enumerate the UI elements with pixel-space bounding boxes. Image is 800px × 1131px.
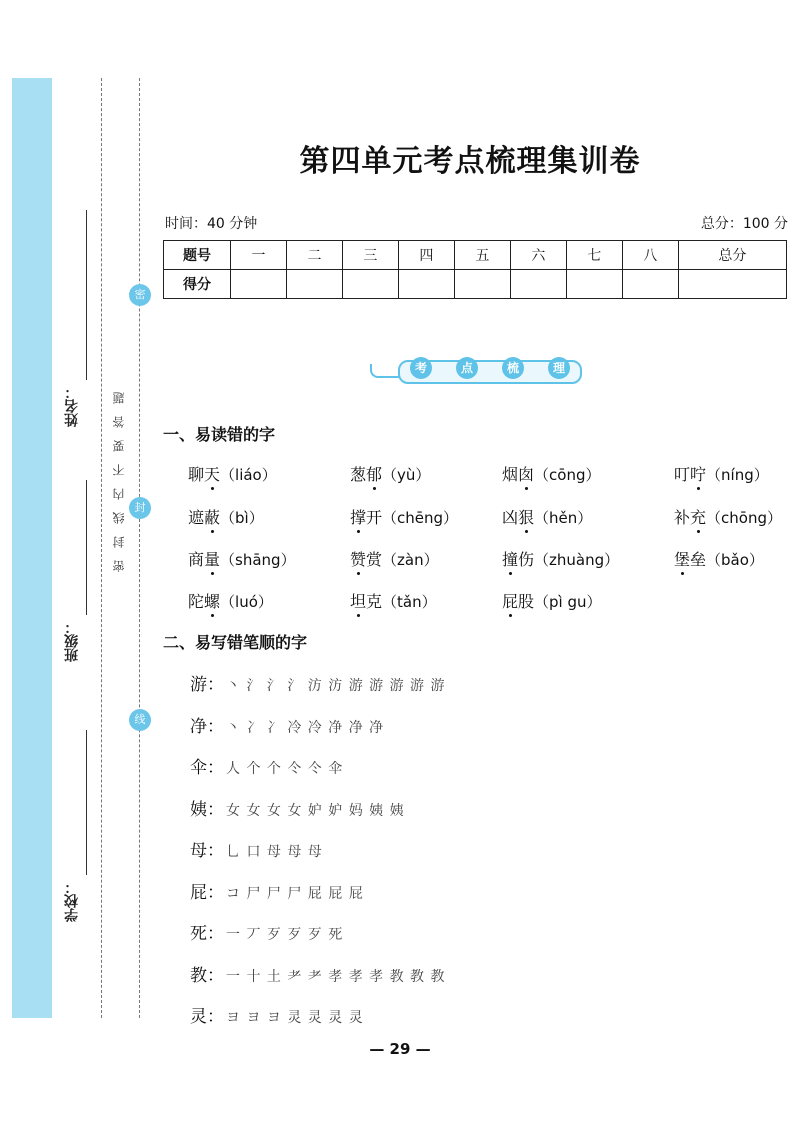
badge-char: 梳 bbox=[502, 357, 524, 379]
stroke-order-row bbox=[190, 878, 364, 903]
word-post: 垒 bbox=[690, 550, 707, 569]
row-label: 得分 bbox=[164, 270, 231, 299]
word-pre: 遮 bbox=[188, 508, 205, 527]
score-cell[interactable] bbox=[566, 270, 622, 299]
word-dotted-char: 郁 bbox=[366, 462, 382, 485]
col-5: 五 bbox=[454, 241, 510, 270]
score-cell[interactable] bbox=[398, 270, 454, 299]
word-item bbox=[188, 462, 277, 485]
word-pre: 补 bbox=[674, 508, 691, 527]
score-cell[interactable] bbox=[678, 270, 786, 299]
col-1: 一 bbox=[231, 241, 287, 270]
word-pinyin: （bì） bbox=[220, 509, 264, 527]
word-pinyin: （hěn） bbox=[534, 509, 593, 527]
word-pinyin: （zhuàng） bbox=[534, 551, 620, 569]
word-dotted-char: 狠 bbox=[518, 505, 534, 528]
word-post: 克 bbox=[366, 592, 383, 611]
stroke-sequence: ヨ ヨ ヨ 灵 灵 灵 灵 bbox=[226, 1010, 364, 1026]
stroke-char: 姨： bbox=[190, 799, 224, 820]
col-total: 总分 bbox=[678, 241, 786, 270]
class-label: 班级： bbox=[64, 620, 80, 662]
stroke-sequence: 一 十 土 耂 耂 孝 孝 孝 教 教 教 bbox=[226, 968, 446, 985]
word-post: 股 bbox=[518, 592, 535, 611]
word-dotted-char: 撞 bbox=[502, 547, 518, 570]
score-table-header-row bbox=[164, 241, 787, 270]
word-pre: 叮 bbox=[674, 465, 691, 484]
col-8: 八 bbox=[622, 241, 678, 270]
word-item bbox=[350, 547, 439, 570]
word-item bbox=[502, 589, 602, 612]
stroke-sequence: 乚 口 母 母 母 bbox=[226, 844, 323, 860]
word-post: 赏 bbox=[366, 550, 383, 569]
word-dotted-char: 蔽 bbox=[204, 505, 220, 528]
score-cell[interactable] bbox=[342, 270, 398, 299]
word-pinyin: （cōng） bbox=[534, 466, 601, 484]
seal-xian: 线 bbox=[129, 709, 151, 731]
score-cell[interactable] bbox=[286, 270, 342, 299]
stroke-sequence: 一 丆 歹 歹 歹 死 bbox=[226, 927, 344, 943]
word-item bbox=[188, 505, 264, 528]
word-item bbox=[350, 589, 437, 612]
col-6: 六 bbox=[510, 241, 566, 270]
score-cell[interactable] bbox=[510, 270, 566, 299]
stroke-char: 屁： bbox=[190, 882, 224, 903]
word-pre: 陀 bbox=[188, 592, 205, 611]
word-item bbox=[674, 462, 769, 485]
word-pre: 商 bbox=[188, 550, 205, 569]
page-title: 第四单元考点梳理集训卷 bbox=[299, 144, 641, 179]
word-post: 开 bbox=[366, 508, 383, 527]
stroke-char: 母： bbox=[190, 841, 224, 861]
word-item bbox=[502, 505, 592, 528]
word-post: 伤 bbox=[518, 550, 535, 569]
word-dotted-char: 量 bbox=[204, 547, 220, 570]
word-pinyin: （níng） bbox=[706, 466, 769, 484]
word-dotted-char: 螺 bbox=[204, 589, 220, 612]
stroke-char: 伞： bbox=[190, 758, 224, 778]
word-item bbox=[188, 547, 296, 570]
word-dotted-char: 堡 bbox=[674, 547, 690, 570]
stroke-sequence: 丶 冫 冫 冷 冷 净 净 净 bbox=[226, 719, 385, 736]
score-table bbox=[163, 240, 787, 299]
stroke-order-row bbox=[190, 795, 405, 820]
stroke-sequence: 女 女 女 女 妒 妒 妈 姨 姨 bbox=[226, 802, 405, 819]
badge-char: 考 bbox=[410, 357, 432, 379]
dashed-cut-line-outer bbox=[101, 78, 102, 1018]
page-number: — 29 — bbox=[369, 1040, 431, 1058]
stroke-char: 死： bbox=[190, 924, 224, 944]
word-item bbox=[674, 505, 782, 528]
class-line bbox=[86, 480, 87, 615]
word-pinyin: （yù） bbox=[382, 466, 431, 484]
word-pinyin: （bǎo） bbox=[706, 551, 764, 569]
word-pinyin: （liáo） bbox=[220, 466, 277, 484]
badge-char: 理 bbox=[548, 357, 570, 379]
word-pinyin: （zàn） bbox=[382, 551, 439, 569]
binding-strip bbox=[12, 78, 52, 1018]
stroke-order-row bbox=[190, 961, 446, 986]
name-label: 姓名： bbox=[64, 385, 80, 427]
seal-mi: 密 bbox=[129, 284, 151, 306]
word-pinyin: （shāng） bbox=[220, 551, 296, 569]
col-3: 三 bbox=[342, 241, 398, 270]
word-pinyin: （pì gu） bbox=[534, 593, 602, 611]
seal-feng: 封 bbox=[129, 497, 151, 519]
school-label: 学校： bbox=[64, 880, 80, 922]
stroke-order-row bbox=[190, 1002, 364, 1027]
stroke-char: 游： bbox=[190, 675, 224, 695]
col-7: 七 bbox=[566, 241, 622, 270]
score-cell[interactable] bbox=[231, 270, 287, 299]
word-dotted-char: 撑 bbox=[350, 505, 366, 528]
stroke-order-row bbox=[190, 753, 343, 778]
word-dotted-char: 赞 bbox=[350, 547, 366, 570]
stroke-order-row bbox=[190, 919, 343, 944]
word-pinyin: （chōng） bbox=[706, 509, 782, 527]
score-cell[interactable] bbox=[454, 270, 510, 299]
stroke-sequence: 人 个 个 仒 仒 伞 bbox=[226, 761, 344, 777]
word-pinyin: （tǎn） bbox=[382, 593, 437, 611]
col-4: 四 bbox=[398, 241, 454, 270]
score-cell[interactable] bbox=[622, 270, 678, 299]
section1-title: 一、易读错的字 bbox=[163, 425, 276, 444]
word-pinyin: （chēng） bbox=[382, 509, 459, 527]
col-2: 二 bbox=[286, 241, 342, 270]
word-item bbox=[502, 462, 600, 485]
section2-title: 二、易写错笔顺的字 bbox=[163, 633, 308, 652]
seal-note: 密封线内不要答题 bbox=[112, 380, 126, 572]
header-label: 题号 bbox=[164, 241, 231, 270]
word-pre: 葱 bbox=[350, 465, 367, 484]
stroke-order-row bbox=[190, 836, 323, 861]
word-dotted-char: 充 bbox=[690, 505, 706, 528]
stroke-sequence: 丶 氵 氵 氵 汸 汸 游 游 游 游 游 bbox=[226, 678, 446, 694]
time-info: 时间：40 分钟 bbox=[165, 216, 258, 232]
total-info: 总分：100 分 bbox=[700, 216, 788, 232]
word-item bbox=[350, 462, 430, 485]
word-item bbox=[350, 505, 458, 528]
score-table-score-row bbox=[164, 270, 787, 299]
stroke-sequence: コ 尸 尸 尸 屁 屁 屁 bbox=[226, 885, 364, 902]
dashed-cut-line-inner bbox=[139, 78, 140, 1018]
section-badge bbox=[370, 356, 580, 382]
word-dotted-char: 天 bbox=[204, 462, 220, 485]
stroke-order-row bbox=[190, 670, 446, 695]
word-dotted-char: 咛 bbox=[690, 462, 706, 485]
word-pre: 烟 bbox=[502, 465, 519, 484]
badge-char: 点 bbox=[456, 357, 478, 379]
word-dotted-char: 坦 bbox=[350, 589, 366, 612]
word-dotted-char: 囱 bbox=[518, 462, 534, 485]
word-item bbox=[188, 589, 273, 612]
word-dotted-char: 屁 bbox=[502, 589, 518, 612]
word-item bbox=[502, 547, 619, 570]
stroke-char: 灵： bbox=[190, 1007, 224, 1027]
stroke-char: 净： bbox=[190, 716, 224, 737]
word-pre: 凶 bbox=[502, 508, 519, 527]
word-item bbox=[674, 547, 764, 570]
school-line bbox=[86, 730, 87, 875]
stroke-char: 教： bbox=[190, 965, 224, 986]
name-line bbox=[86, 210, 87, 380]
word-pinyin: （luó） bbox=[220, 593, 273, 611]
stroke-order-row bbox=[190, 712, 384, 737]
word-pre: 聊 bbox=[188, 465, 205, 484]
